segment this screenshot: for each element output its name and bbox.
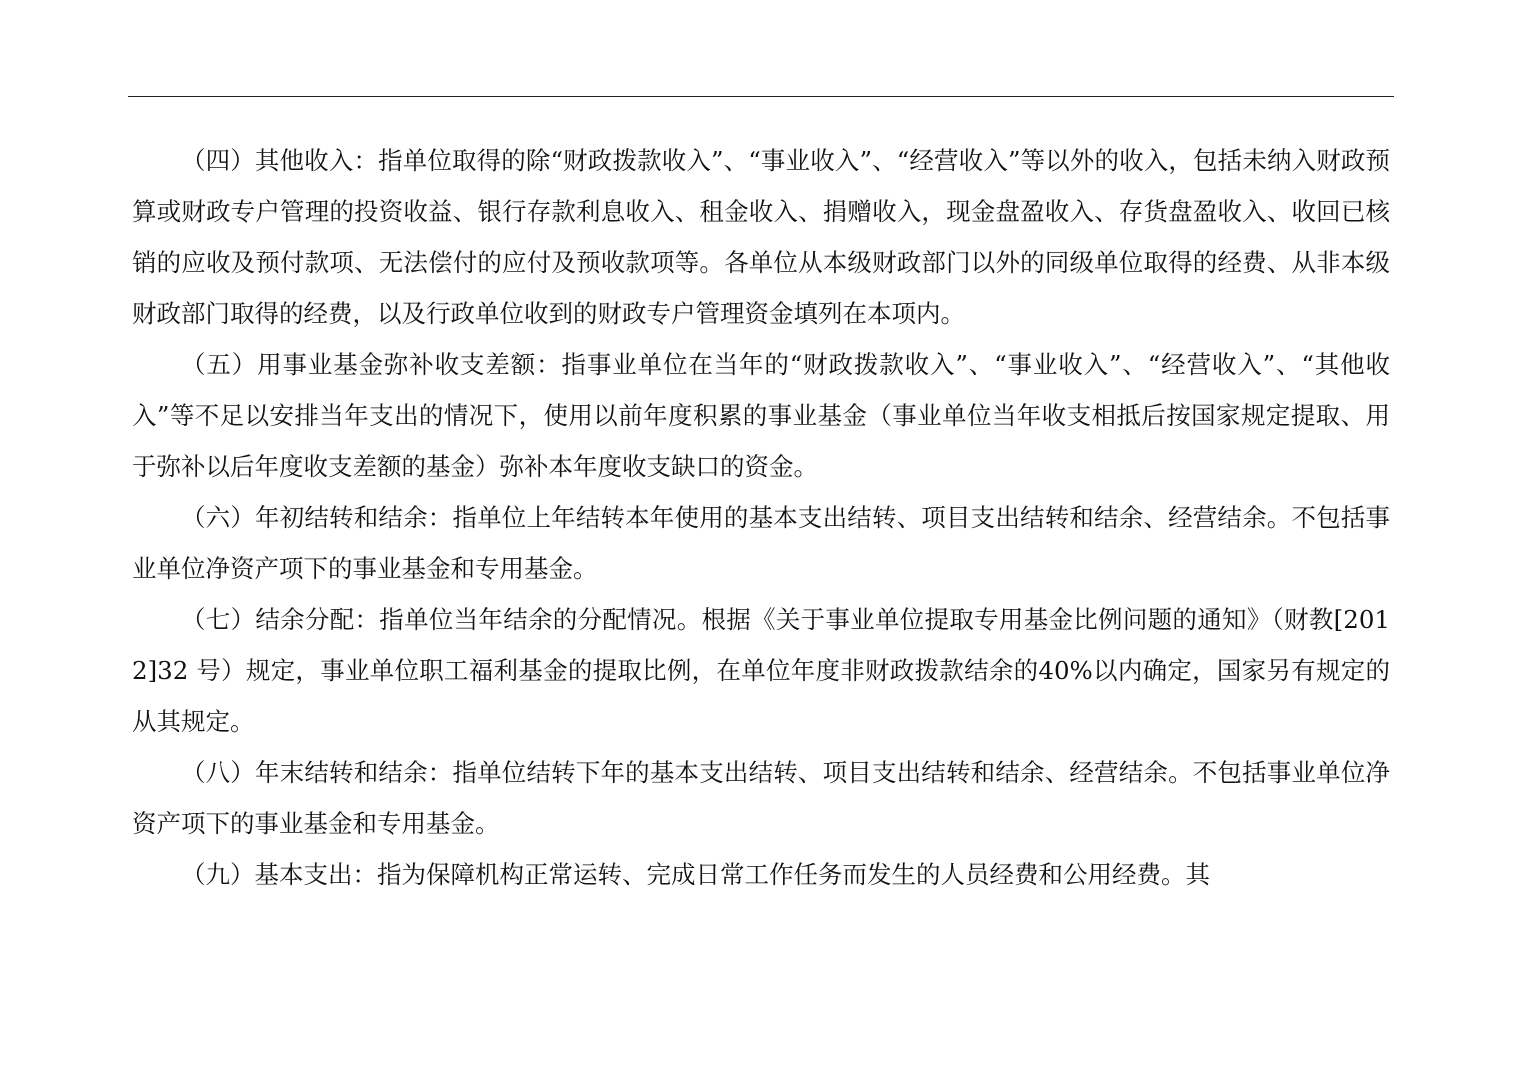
- document-body: [132, 135, 1390, 900]
- paragraph-career-fund-offset: （五）用事业基金弥补收支差额：指事业单位在当年的“财政拨款收入”、“事业收入”、“经营收入”、“其他收入”等不足以安排当年支出的情况下，使用以前年度积累的事业基金（事业单位当年收支相抵后按国家规定提取、用于弥补以后年度收支差额的基金）弥补本年度收支缺口的资金。: [132, 350, 1390, 481]
- paragraph-opening-balance: （六）年初结转和结余：指单位上年结转本年使用的基本支出结转、项目支出结转和结余、经营结余。不包括事业单位净资产项下的事业基金和专用基金。: [132, 503, 1390, 583]
- header-rule: [128, 96, 1394, 97]
- paragraph-basic-expenditure: （九）基本支出：指为保障机构正常运转、完成日常工作任务而发生的人员经费和公用经费。其: [181, 860, 1210, 889]
- paragraph-closing-balance: （八）年末结转和结余：指单位结转下年的基本支出结转、项目支出结转和结余、经营结余。不包括事业单位净资产项下的事业基金和专用基金。: [132, 758, 1390, 838]
- paragraph-surplus-allocation: （七）结余分配：指单位当年结余的分配情况。根据《关于事业单位提取专用基金比例问题的通知》（财教[2012]32 号）规定，事业单位职工福利基金的提取比例，在单位年度非财政拨款结余的40%以内确定，国家另有规定的从其规定。: [132, 605, 1390, 736]
- paragraph-other-income: （四）其他收入：指单位取得的除“财政拨款收入”、“事业收入”、“经营收入”等以外的收入，包括未纳入财政预算或财政专户管理的投资收益、银行存款利息收入、租金收入、捐赠收入，现金盘盈收入、存货盘盈收入、收回已核销的应收及预付款项、无法偿付的应付及预收款项等。各单位从本级财政部门以外的同级单位取得的经费、从非本级财政部门取得的经费，以及行政单位收到的财政专户管理资金填列在本项内。: [132, 146, 1390, 328]
